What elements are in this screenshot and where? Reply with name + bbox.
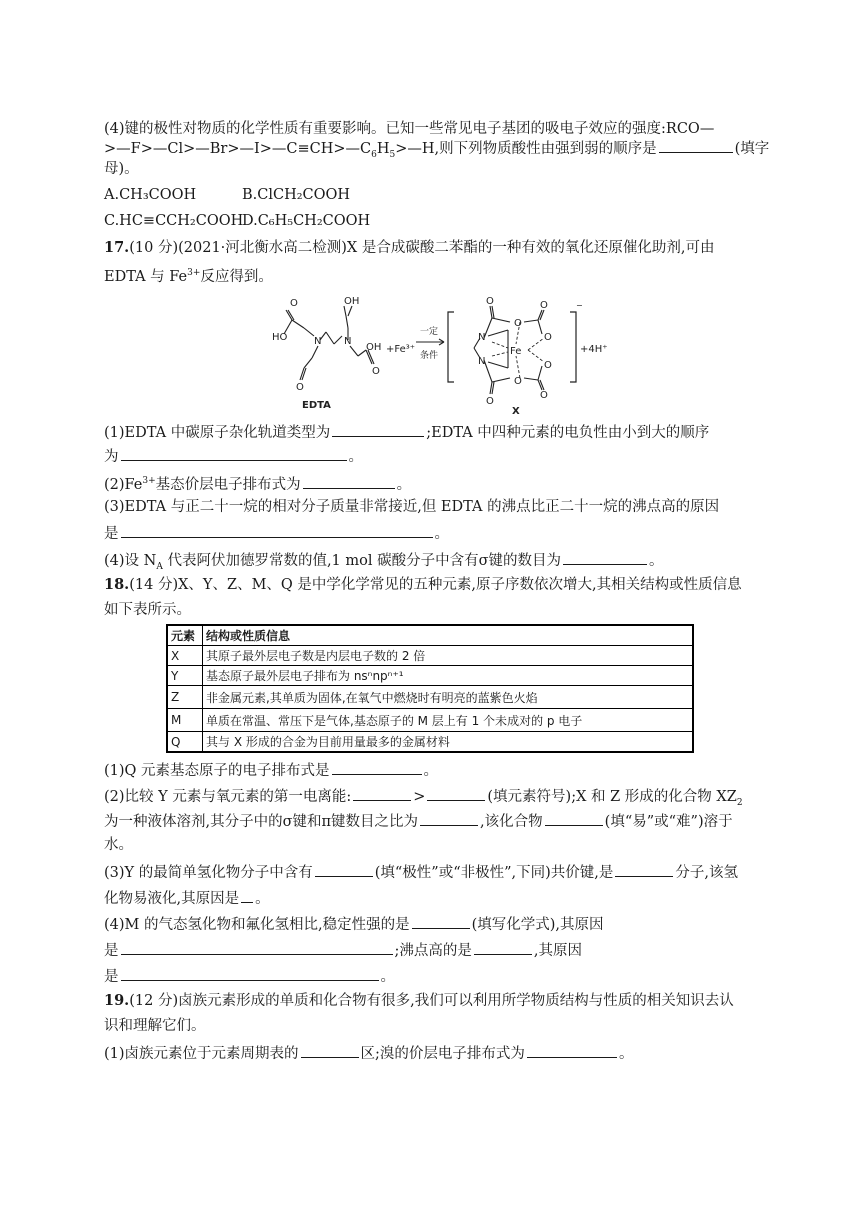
q18-text: 。: [423, 763, 439, 779]
table-cell: X: [167, 646, 203, 666]
atom-label: O: [544, 360, 552, 371]
answer-blank[interactable]: [121, 966, 379, 981]
q17-text: 反应得到。: [200, 268, 273, 285]
atom-label: O: [540, 300, 548, 311]
answer-blank[interactable]: [615, 862, 673, 877]
q18-text: 。: [255, 891, 270, 907]
q17-heading-line2: [104, 264, 273, 286]
q18-part2-line3: [104, 836, 133, 854]
answer-blank[interactable]: [121, 523, 433, 538]
table-cell: 非金属元素,其单质为固体,在氧气中燃烧时有明亮的蓝紫色火焰: [203, 686, 694, 709]
option-c: C.HC≡CCH₂COOH: [104, 213, 244, 229]
answer-blank[interactable]: [301, 1043, 359, 1058]
atom-label: OH: [366, 342, 382, 353]
q18-part4-line3: [104, 966, 395, 986]
atom-label: N: [478, 356, 486, 367]
table-row: [167, 666, 693, 686]
answer-blank[interactable]: [427, 786, 485, 801]
atom-label: O: [514, 376, 522, 387]
table-row: [167, 646, 693, 666]
table-cell: M: [167, 709, 203, 732]
q17-text: 。: [434, 526, 449, 542]
q19-text: (1)卤族元素位于元素周期表的: [104, 1046, 299, 1062]
atom-label: OH: [344, 296, 360, 307]
q17-part1: [104, 422, 709, 442]
q17-text: 。: [649, 553, 664, 569]
q16-part4-line1: [104, 120, 714, 138]
subscript: 2: [736, 797, 743, 808]
answer-blank[interactable]: [332, 422, 424, 437]
q16-text: (填字: [734, 141, 770, 157]
q18-text: (填元素符号);X 和 Z 形成的化合物 XZ: [487, 789, 737, 805]
q18-text: 。: [380, 969, 395, 985]
option-d: D.C₆H₅CH₂COOH: [242, 213, 371, 229]
edta-fe-reaction-figure: [262, 292, 608, 417]
q18-text: (3)Y 的最简单氢化物分子中含有: [104, 865, 313, 881]
q17-text: (3)EDTA 与正二十一烷的相对分子质量非常接近,但 EDTA 的沸点比正二十一烷的沸点高的原因: [104, 499, 720, 515]
table-cell: Z: [167, 686, 203, 709]
answer-blank[interactable]: [659, 138, 733, 153]
q17-text: 代表阿伏加德罗常数的值,1 mol 碳酸分子中含有σ键的数目为: [162, 553, 562, 569]
q17-heading: [104, 239, 714, 257]
q18-text: ,其原因: [533, 943, 582, 959]
charge-label: −: [576, 301, 583, 310]
q17-text: 。: [396, 476, 412, 493]
table-row: [167, 732, 693, 753]
q18-text: (填“易”或“难”)溶于: [604, 814, 733, 830]
option-b: B.ClCH₂COOH: [242, 187, 351, 203]
q17-text: ;EDTA 中四种元素的电负性由小到大的顺序: [426, 425, 710, 441]
q18-text: (填写化学式),其原因: [471, 917, 604, 933]
q16-text: 母)。: [104, 161, 139, 177]
q17-text: 是: [104, 526, 119, 542]
answer-blank[interactable]: [315, 862, 373, 877]
q18-text: 分子,该氢: [675, 865, 739, 881]
answer-blank[interactable]: [563, 550, 647, 565]
q17-part2: [104, 472, 411, 494]
q18-heading: [104, 576, 742, 594]
q18-text: 化物易液化,其原因是: [104, 891, 240, 907]
q17-text: (4)设 N: [104, 553, 157, 569]
q18-part4-line2: [104, 940, 582, 960]
table-cell: 基态原子最外层电子排布为 nsⁿnpⁿ⁺¹: [203, 666, 694, 686]
answer-blank[interactable]: [121, 940, 393, 955]
answer-blank[interactable]: [241, 888, 253, 903]
q18-text: (4)M 的气态氢化物和氟化氢相比,稳定性强的是: [104, 917, 410, 933]
answer-blank[interactable]: [332, 760, 422, 775]
q18-text: (2)比较 Y 元素与氧元素的第一电离能:: [104, 789, 352, 805]
fe-complex-structure: [474, 306, 544, 394]
q18-text: 如下表所示。: [104, 602, 191, 618]
q18-text: 为一种液体溶剂,其分子中的σ键和π键数目之比为: [104, 814, 419, 830]
answer-blank[interactable]: [545, 811, 603, 826]
q18-part3: [104, 862, 738, 882]
superscript: 3+: [142, 476, 156, 486]
q16-part4-line2: [104, 138, 769, 164]
q18-text: 水。: [104, 837, 133, 853]
table-header-cell: 元素: [167, 625, 203, 646]
q18-part2: [104, 786, 743, 812]
table-header-row: [167, 625, 693, 646]
table-cell: 单质在常温、常压下是气体,基态原子的 M 层上有 1 个未成对的 p 电子: [203, 709, 694, 732]
atom-label: O: [486, 396, 494, 407]
q19-heading-line2: [104, 1017, 206, 1035]
q18-part2-line2: [104, 811, 733, 831]
q17-text: 基态价层电子排布式为: [155, 476, 301, 493]
q18-text: 是: [104, 943, 119, 959]
question-number: 19.: [104, 992, 130, 1009]
q19-heading: [104, 992, 734, 1010]
atom-label: O: [540, 390, 548, 401]
edta-structure: [284, 306, 374, 380]
answer-blank[interactable]: [527, 1043, 617, 1058]
condition-label: 条件: [420, 351, 439, 361]
question-number: 17.: [104, 239, 130, 256]
answer-blank[interactable]: [412, 914, 470, 929]
atom-label: HO: [272, 332, 288, 343]
table-cell: Y: [167, 666, 203, 686]
table-cell: Q: [167, 732, 203, 753]
q17-part4: [104, 550, 664, 576]
q16-options-row2: [104, 212, 370, 230]
q18-text: (14 分)X、Y、Z、M、Q 是中学化学常见的五种元素,原子序数依次增大,其相关结构或性质信息: [129, 577, 742, 593]
subscript: 6: [371, 149, 377, 160]
q16-text: >—F>—Cl>—Br>—I>—C≡CH>—C: [104, 141, 372, 157]
answer-blank[interactable]: [303, 474, 395, 489]
q18-text: (1)Q 元素基态原子的电子排布式是: [104, 763, 330, 779]
atom-label: N: [344, 336, 352, 347]
atom-label: N: [314, 336, 322, 347]
q19-text: 区;溴的价层电子排布式为: [360, 1046, 525, 1062]
question-number: 18.: [104, 576, 130, 593]
q17-text: (10 分)(2021·河北衡水高二检测)X 是合成碳酸二苯酯的一种有效的氧化还原催化助剂,可由: [129, 240, 715, 256]
q19-text: (12 分)卤族元素形成的单质和化合物有很多,我们可以利用所学物质结构与性质的相关知识去认: [129, 993, 734, 1009]
atom-label: O: [514, 318, 522, 329]
table-cell: 其与 X 形成的合金为目前用量最多的金属材料: [203, 732, 694, 753]
q17-text: 。: [348, 449, 363, 465]
q16-part4-text: (4)键的极性对物质的化学性质有重要影响。已知一些常见电子基团的吸电子效应的强度:RCO—: [104, 121, 715, 137]
atom-label: O: [296, 382, 304, 393]
atom-label: N: [478, 332, 486, 343]
q18-text: (填“极性”或“非极性”,下同)共价键,是: [374, 865, 614, 881]
element-info-table: [166, 624, 694, 753]
q17-part3: [104, 498, 719, 516]
q16-text: H: [376, 141, 390, 157]
q18-text: ;沸点高的是: [394, 943, 472, 959]
proton-label: +4H⁺: [580, 344, 608, 355]
q18-text: >: [413, 789, 426, 805]
answer-blank[interactable]: [474, 940, 532, 955]
q17-text: 为: [104, 449, 119, 465]
q19-text: 。: [618, 1046, 634, 1062]
x-label: X: [512, 406, 520, 417]
atom-label: O: [544, 332, 552, 343]
condition-label: 一定: [420, 327, 439, 337]
subscript: 5: [389, 149, 396, 160]
q17-part1-line2: [104, 446, 363, 466]
q18-part3-line2: [104, 888, 270, 908]
q16-text: >—H,则下列物质酸性由强到弱的顺序是: [395, 141, 657, 157]
reagent-label: +Fe³⁺: [386, 344, 416, 355]
table-row: [167, 686, 693, 709]
q18-text: ,该化合物: [480, 814, 543, 830]
reaction-arrow: [416, 339, 444, 345]
atom-label: O: [372, 366, 380, 377]
table-header-cell: 结构或性质信息: [203, 625, 694, 646]
answer-blank[interactable]: [353, 786, 411, 801]
subscript: A: [156, 561, 163, 572]
atom-label: O: [486, 296, 494, 307]
q16-options-row1: [104, 186, 350, 204]
q18-text: 是: [104, 969, 119, 985]
q17-text: (1)EDTA 中碳原子杂化轨道类型为: [104, 425, 331, 441]
q18-part1: [104, 760, 438, 780]
q18-part4: [104, 914, 604, 934]
edta-label: EDTA: [302, 400, 331, 411]
option-a: A.CH₃COOH: [104, 187, 197, 203]
atom-label: Fe: [510, 346, 522, 357]
q17-part3-line2: [104, 523, 449, 543]
answer-blank[interactable]: [420, 811, 478, 826]
q18-heading-line2: [104, 601, 191, 619]
table-cell: 其原子最外层电子数是内层电子数的 2 倍: [203, 646, 694, 666]
superscript: 3+: [187, 268, 201, 278]
atom-label: O: [290, 298, 298, 309]
table-row: [167, 709, 693, 732]
q19-part1: [104, 1043, 633, 1063]
q16-part4-line3: [104, 160, 139, 178]
answer-blank[interactable]: [121, 446, 347, 461]
q19-text: 识和理解它们。: [104, 1018, 206, 1034]
q17-text: EDTA 与 Fe: [104, 268, 188, 285]
q17-text: (2)Fe: [104, 476, 143, 493]
